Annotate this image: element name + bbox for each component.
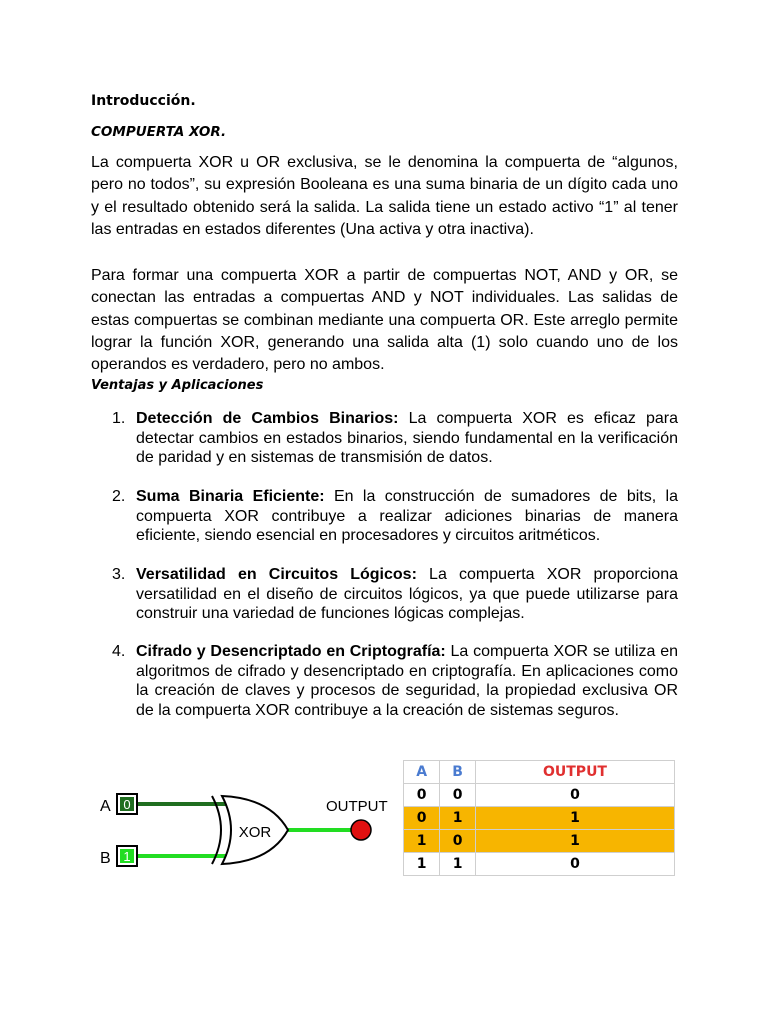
header-b: B: [440, 761, 476, 784]
output-label: OUTPUT: [326, 798, 388, 815]
input-a-label: A: [100, 798, 111, 815]
subheading-advantages: Ventajas y Aplicaciones: [91, 378, 264, 393]
list-number: 4.: [112, 643, 126, 660]
xor-gate-diagram: [90, 780, 390, 880]
list-item: [112, 487, 678, 546]
section-title: COMPUERTA XOR.: [91, 124, 227, 140]
paragraph-definition: La compuerta XOR u OR exclusiva, se le denomina la compuerta de “algunos, pero no todos”, su expresión Booleana es una suma binaria de un dígito cada uno y el resultado obtenido será la salida. La salida tiene un estado activo “1” al tener las entradas en estados diferentes (Una activa y otra inactiva).: [91, 154, 678, 238]
table-row: [404, 807, 675, 830]
list-item: [112, 565, 678, 624]
cell-b: 1: [440, 807, 476, 830]
input-b-value: 1: [123, 849, 131, 864]
paragraph-construction: Para formar una compuerta XOR a partir de compuertas NOT, AND y OR, se conectan las entradas a compuertas AND y NOT individuales. Las salidas de estas compuertas se combinan mediante una compuerta OR. Este arreglo permite lograr la función XOR, generando una salida alta (1) solo cuando uno de los operandos es verdadero, pero no ambos.: [91, 267, 678, 374]
cell-a: 0: [404, 784, 440, 807]
gate-label: XOR: [238, 824, 272, 841]
list-item-label: Versatilidad en Circuitos Lógicos:: [136, 566, 417, 583]
header-output: OUTPUT: [475, 761, 674, 784]
cell-output: 1: [475, 830, 674, 853]
list-item-label: Detección de Cambios Binarios:: [136, 410, 399, 427]
output-led: [351, 820, 371, 840]
list-item-label: Suma Binaria Eficiente:: [136, 488, 325, 505]
list-item: [112, 409, 678, 468]
list-item: [112, 642, 678, 720]
list-item-label: Cifrado y Desencriptado en Criptografía:: [136, 643, 446, 660]
cell-a: 0: [404, 807, 440, 830]
input-a-value: 0: [123, 797, 131, 812]
xor-gate-shape: [212, 796, 221, 864]
cell-b: 0: [440, 830, 476, 853]
table-row: [404, 830, 675, 853]
cell-a: 1: [404, 853, 440, 876]
cell-output: 0: [475, 784, 674, 807]
list-number: 2.: [112, 488, 126, 505]
table-header-row: [404, 761, 675, 784]
table-row: [404, 853, 675, 876]
list-item-text: La compuerta XOR proporciona versatilidad en el diseño de circuitos lógicos, ya que puede utilizarse para construir una variedad de funciones lógicas complejas.: [136, 566, 678, 623]
cell-a: 1: [404, 830, 440, 853]
intro-heading: Introducción.: [91, 93, 196, 109]
cell-output: 0: [475, 853, 674, 876]
list-item-text: La compuerta XOR se utiliza en algoritmos de cifrado y desencriptado en criptografía. En aplicaciones como la creación de claves y procesos de seguridad, la propiedad exclusiva OR de la compuerta XOR contribuye a la creación de sistemas seguros.: [136, 643, 678, 719]
list-number: 1.: [112, 410, 126, 427]
header-a: A: [404, 761, 440, 784]
truth-table: [403, 760, 675, 876]
input-b-label: B: [100, 850, 111, 867]
cell-b: 1: [440, 853, 476, 876]
cell-output: 1: [475, 807, 674, 830]
list-number: 3.: [112, 566, 126, 583]
cell-b: 0: [440, 784, 476, 807]
list-item-text: En la construcción de sumadores de bits, la compuerta XOR contribuye a realizar adiciones binarias de manera eficiente, siendo esencial en procesadores y circuitos aritméticos.: [136, 488, 679, 545]
list-item-text: La compuerta XOR es eficaz para detectar cambios en estados binarios, siendo fundamental en la verificación de paridad y en sistemas de transmisión de datos.: [136, 410, 679, 467]
table-row: [404, 784, 675, 807]
